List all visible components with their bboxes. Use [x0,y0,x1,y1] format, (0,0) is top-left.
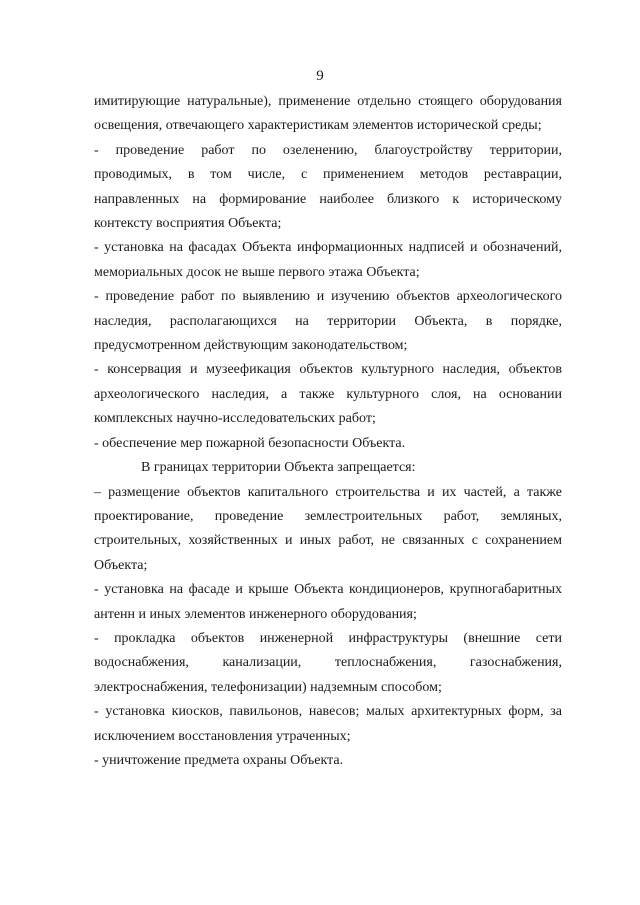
page-number: 9 [316,68,324,84]
paragraph-kiosks: - установка киосков, павильонов, навесов; малых архитектурных форм, за исключением восстановления утраченных; [94,704,562,744]
document-body [94,90,562,773]
paragraph-lighting: имитирующие натуральные), применение отдельно стоящего оборудования освещения, отвечающего характеристикам элементов исторической среды; [94,94,562,134]
paragraph-conservation: - консервация и музеефикация объектов культурного наследия, объектов археологического наследия, а также культурного слоя, на основании комплексных научно-исследовательских работ; [94,362,562,427]
paragraph-archaeology-survey: - проведение работ по выявлению и изучению объектов археологического наследия, располагающихся на территории Объекта, в порядке, предусмотренном действующим законодательством; [94,289,562,354]
paragraph-destruction: - уничтожение предмета охраны Объекта. [94,752,344,768]
paragraph-facade-signs: - установка на фасадах Объекта информационных надписей и обозначений, мемориальных досок не выше первого этажа Объекта; [94,240,562,280]
paragraph-landscaping: - проведение работ по озеленению, благоустройству территории, проводимых, в том числе, с применением методов реставрации, направленных на формирование наиболее близкого к историческому контексту восприятия Объекта; [94,142,562,232]
paragraph-utilities: - прокладка объектов инженерной инфраструктуры (внешние сети водоснабжения, канализации, теплоснабжения, газоснабжения, электроснабжения, телефонизации) надземным способом; [94,630,562,695]
paragraph-capital-construction: – размещение объектов капитального строительства и их частей, а также проектирование, проведение землестроительных работ, земляных, строительных, хозяйственных и иных работ, не связанных с сохранением Объекта; [94,484,562,573]
paragraph-air-conditioners: - установка на фасаде и крыше Объекта кондиционеров, крупногабаритных антенн и иных элементов инженерного оборудования; [94,582,562,622]
paragraph-fire-safety: - обеспечение мер пожарной безопасности Объекта. [94,435,406,451]
paragraph-prohibitions-heading: В границах территории Объекта запрещается: [141,460,416,476]
